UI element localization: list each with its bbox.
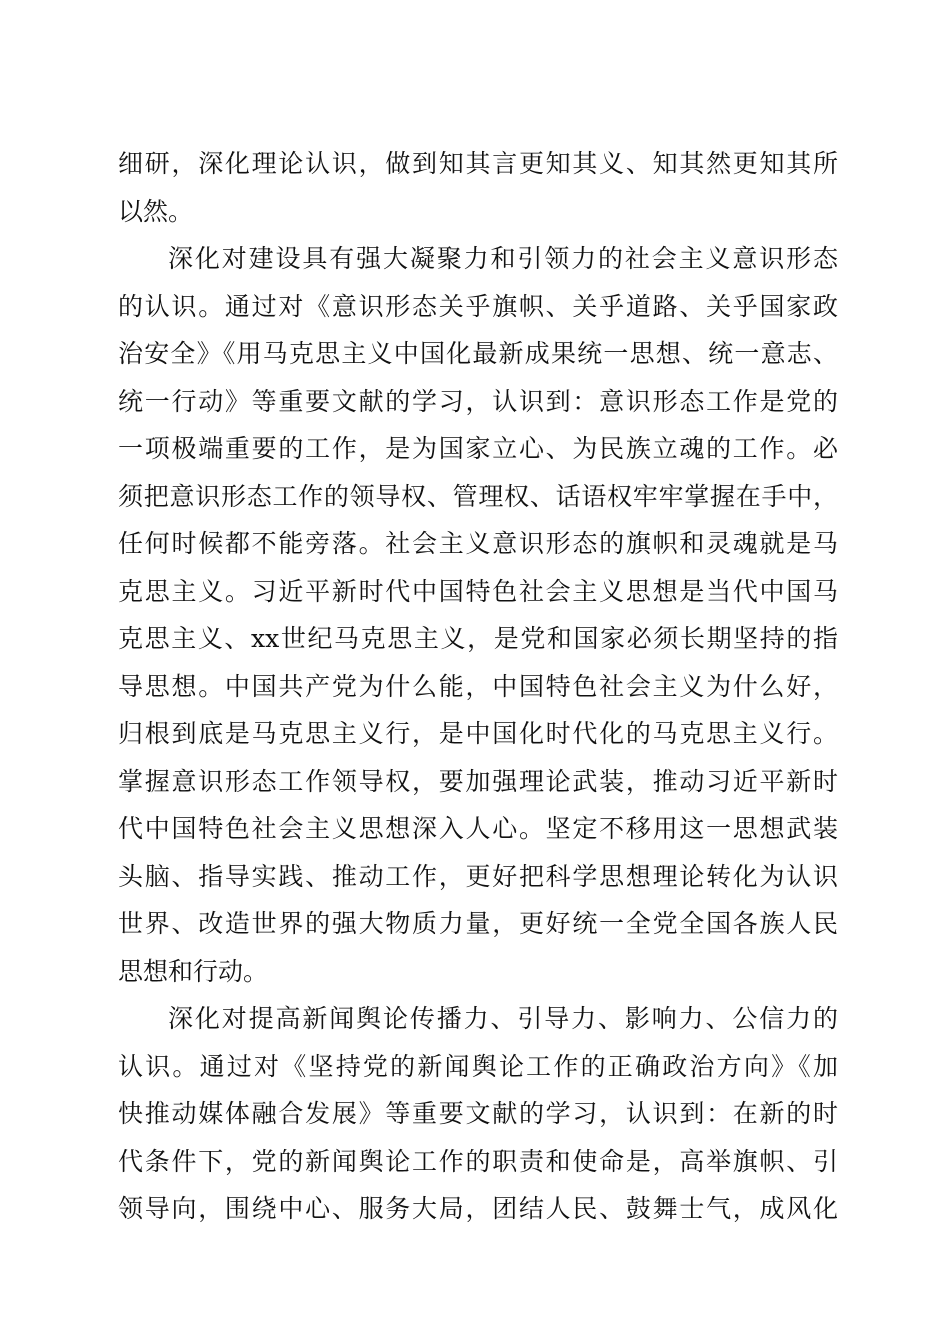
paragraph-2-line-1: 深化对建设具有强大凝聚力和引领力的社会主义意识形态 [168,244,838,273]
paragraph-2-line-13: 代中国特色社会主义思想深入人心。坚定不移用这一思想武装 [118,814,838,843]
paragraph-3-line-1: 深化对提高新闻舆论传播力、引导力、影响力、公信力的 [168,1004,838,1033]
paragraph-2-line-5: 一项极端重要的工作，是为国家立心、为民族立魂的工作。必 [118,434,838,463]
paragraph-2-line-3: 治安全》《用马克思主义中国化最新成果统一思想、统一意志、 [118,339,838,368]
paragraph-3-line-4: 代条件下，党的新闻舆论工作的职责和使命是，高举旗帜、引 [118,1146,838,1176]
paragraph-1-line-2: 以然。 [118,196,194,226]
paragraph-2-line-7: 任何时候都不能旁落。社会主义意识形态的旗帜和灵魂就是马 [118,529,838,558]
paragraph-2-line-9: 克思主义、xx世纪马克思主义，是党和国家必须长期坚持的指 [118,624,838,653]
paragraph-2-line-8: 克思主义。习近平新时代中国特色社会主义思想是当代中国马 [118,576,838,606]
paragraph-2-line-2: 的认识。通过对《意识形态关乎旗帜、关乎道路、关乎国家政 [118,291,838,321]
paragraph-2-line-15: 世界、改造世界的强大物质力量，更好统一全党全国各族人民 [118,909,838,938]
paragraph-2-line-11: 归根到底是马克思主义行，是中国化时代化的马克思主义行。 [118,719,838,748]
paragraph-3-line-2: 认识。通过对《坚持党的新闻舆论工作的正确政治方向》《加 [118,1051,838,1081]
paragraph-2-line-10: 导思想。中国共产党为什么能，中国特色社会主义为什么好， [118,671,838,701]
document-body [118,140,838,1233]
paragraph-2-line-16: 思想和行动。 [118,956,269,986]
paragraph-1-line-1: 细研，深化理论认识，做到知其言更知其义、知其然更知其所 [118,149,838,178]
paragraph-3-line-5: 领导向，围绕中心、服务大局，团结人民、鼓舞士气，成风化 [118,1194,838,1223]
paragraph-2-line-6: 须把意识形态工作的领导权、管理权、话语权牢牢掌握在手中， [118,481,838,511]
paragraph-2-line-12: 掌握意识形态工作领导权，要加强理论武装，推动习近平新时 [118,766,838,796]
paragraph-3-line-3: 快推动媒体融合发展》等重要文献的学习，认识到：在新的时 [118,1099,838,1128]
paragraph-2-line-14: 头脑、指导实践、推动工作，更好把科学思想理论转化为认识 [118,861,838,891]
paragraph-2-line-4: 统一行动》等重要文献的学习，认识到：意识形态工作是党的 [118,386,838,416]
